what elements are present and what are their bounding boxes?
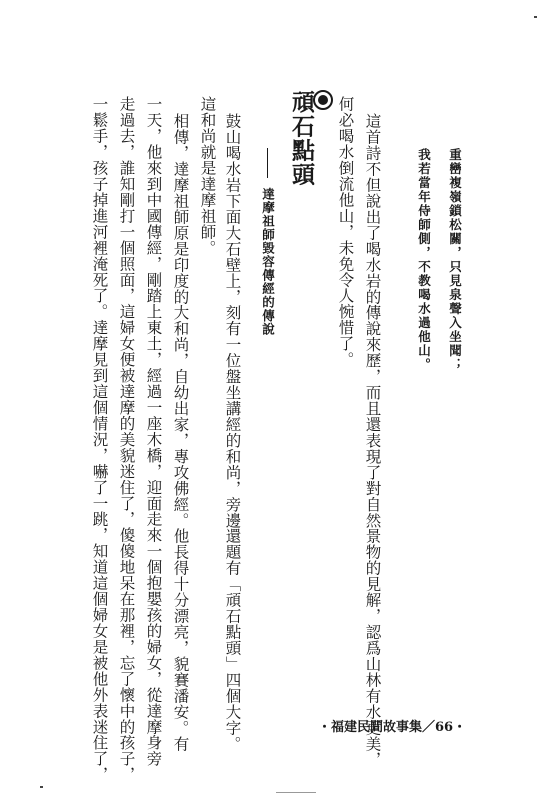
bullet-circle-icon xyxy=(313,90,333,110)
story-col-2: 這和尚就是達摩祖師。 xyxy=(198,96,217,256)
story-col-5: 走過去，誰知剛打一個照面，這婦女便被達摩的美貌迷住了，傻傻地呆在那裡，忘了懷中的孩子， xyxy=(117,96,136,783)
story-col-1: 鼓山喝水岩下面大石壁上，刻有一位盤坐講經的和尚，旁邊還題有「頑石點頭」四個大字。 xyxy=(223,113,242,752)
poem-line-2: 我若當年侍師側，不教喝水過他山。 xyxy=(416,148,432,372)
page-footer: ・福建民間故事集／66・ xyxy=(318,720,467,735)
intro-paragraph-col-1: 這首詩不但說出了喝水岩的傳說來歷，而且還表現了對自然景物的見解，認爲山林有水更美， xyxy=(363,113,382,768)
section-title-text: 頑石點頭 xyxy=(288,90,315,187)
section-subtitle-text: 達摩祖師毀容傳經的傳說 xyxy=(260,187,276,336)
dash-rule xyxy=(267,148,269,178)
section-title xyxy=(290,90,333,187)
scan-speck xyxy=(40,786,43,788)
intro-paragraph-col-2: 何必喝水倒流他山，未免令人惋惜了。 xyxy=(336,96,355,368)
story-col-3: 相傳，達摩祖師原是印度的大和尚，自幼出家，專攻佛經。他長得十分漂亮，貌賽潘安。有 xyxy=(171,113,190,752)
section-subtitle xyxy=(261,148,274,336)
scan-speck xyxy=(276,792,316,793)
story-col-6: 一鬆手，孩子掉進河裡淹死了。達摩見到這個情況，嚇了一跳，知道這個婦女是被他外表迷住了， xyxy=(90,96,109,783)
story-col-4: 一天，他來到中國傳經，剛踏上東土，經過一座木橋，迎面走來一個抱嬰孩的婦女，從達摩身旁 xyxy=(144,96,163,767)
scan-speck xyxy=(534,16,537,18)
poem-line-1: 重巒複嶺鎖松關，只見泉聲入坐聞； xyxy=(447,148,463,372)
